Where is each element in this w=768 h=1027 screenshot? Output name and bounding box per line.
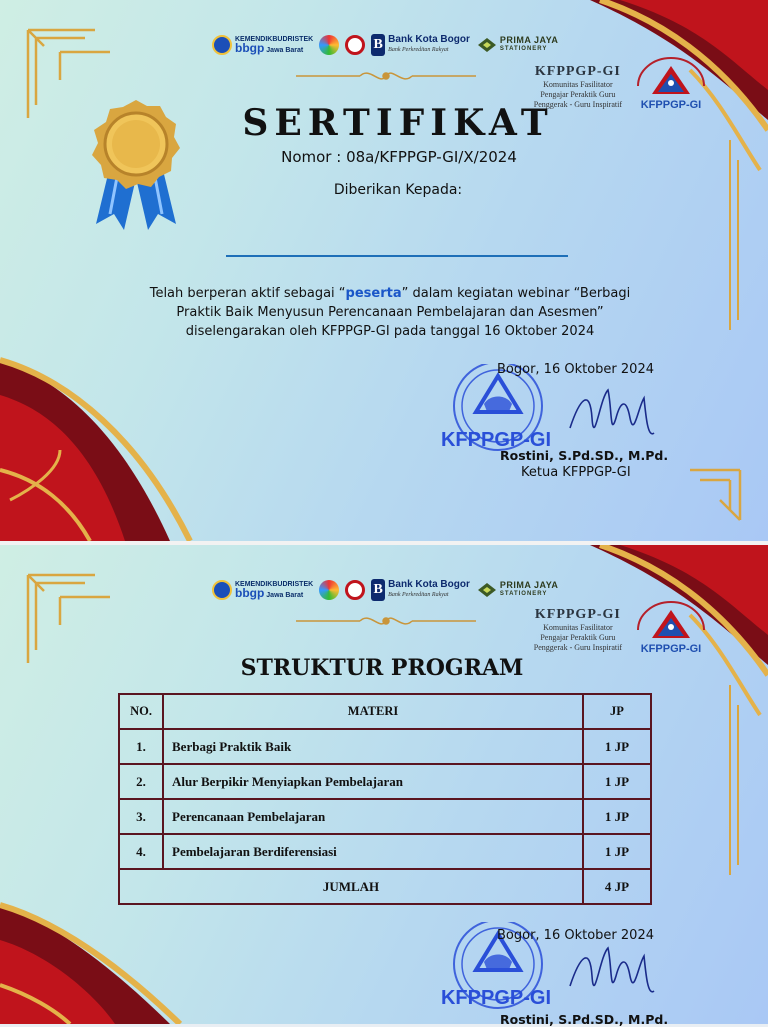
kfppgp-logo-label: KFPPGP-GI (640, 643, 702, 655)
place-date: Bogor, 16 Oktober 2024 (497, 928, 654, 943)
kfppgp-small-logo-icon (345, 580, 365, 600)
certificate-body (110, 284, 670, 341)
organization-subtitle-3: Penggerak - Guru Inspiratif (533, 643, 622, 652)
signer-name: Rostini, S.Pd.SD., M.Pd. (500, 1012, 669, 1027)
table-header-row (119, 694, 651, 729)
sponsor-logos-page2 (212, 577, 558, 603)
bank-name: Bank Kota Bogor (388, 34, 470, 45)
organization-subtitle-3: Penggerak - Guru Inspiratif (533, 100, 622, 109)
bank-b-icon: B (371, 579, 385, 601)
organization-subtitle-2: Pengajar Peraktik Guru (540, 90, 616, 99)
kemendikbud-logo (212, 35, 313, 55)
body-line-3: diselengarakan oleh KFPPGP-GI pada tanggal 16 Oktober 2024 (185, 324, 595, 339)
bank-name: Bank Kota Bogor (388, 579, 470, 590)
prima-sub: STATIONERY (499, 591, 548, 597)
bank-kota-bogor-logo (371, 579, 470, 601)
row-jp: 1 JP (583, 834, 651, 869)
organization-subtitle-1: Komunitas Fasilitator (543, 80, 613, 89)
table-total-row (119, 869, 651, 904)
certificate-number: Nomor : 08a/KFPPGP-GI/X/2024 (281, 148, 517, 166)
handwritten-signature (560, 378, 660, 458)
stamp-label: KFPPGP-GI (440, 987, 552, 1009)
bank-tagline: Bank Perkreditan Rakyat (388, 47, 449, 53)
signer-name: Rostini, S.Pd.SD., M.Pd. (500, 448, 669, 463)
row-materi: Berbagi Praktik Baik (163, 729, 583, 764)
signer-role: Ketua KFPPGP-GI (521, 465, 631, 480)
sponsor-logos (212, 32, 558, 58)
kfppgp-small-logo-icon (345, 35, 365, 55)
row-jp: 1 JP (583, 764, 651, 799)
table-row (119, 729, 651, 764)
body-post: ” dalam kegiatan webinar “Berbagi (401, 286, 631, 301)
header-jp: JP (583, 694, 651, 729)
kfppgp-logo-label: KFPPGP-GI (640, 99, 702, 111)
organization-name: KFPPGP-GI (534, 64, 621, 79)
row-no: 3. (119, 799, 163, 834)
stamp-label: KFPPGP-GI (440, 429, 552, 451)
row-materi: Perencanaan Pembelajaran (163, 799, 583, 834)
prima-sub: STATIONERY (499, 46, 548, 52)
kemendikbud-label: KEMENDIKBUDRISTEK (235, 35, 314, 43)
bbgp-label: bbgp (235, 40, 265, 55)
organization-subtitle-2: Pengajar Peraktik Guru (540, 633, 616, 642)
row-no: 1. (119, 729, 163, 764)
certificate-title: SERTIFIKAT (242, 102, 554, 144)
jawa-barat-label: Jawa Barat (266, 46, 304, 54)
row-jp: 1 JP (583, 729, 651, 764)
kemendikbud-emblem-icon (212, 580, 232, 600)
organization-block-page2 (534, 607, 622, 653)
prima-jaya-icon (476, 36, 498, 54)
kemendikbud-logo (212, 580, 313, 600)
table-row (119, 834, 651, 869)
row-no: 2. (119, 764, 163, 799)
row-materi: Alur Berpikir Menyiapkan Pembelajaran (163, 764, 583, 799)
bbgp-label: bbgp (235, 585, 265, 600)
table-row (119, 799, 651, 834)
body-pre: Telah berperan aktif sebagai “ (149, 286, 346, 301)
program-title: STRUKTUR PROGRAM (240, 655, 524, 681)
row-materi: Pembelajaran Berdiferensiasi (163, 834, 583, 869)
body-line-2: Praktik Baik Menyusun Perencanaan Pembelajaran dan Asesmen” (176, 305, 604, 320)
kemendikbud-label: KEMENDIKBUDRISTEK (235, 580, 314, 588)
header-no: NO. (119, 694, 163, 729)
given-to-label: Diberikan Kepada: (333, 182, 463, 198)
prima-jaya-logo (476, 36, 559, 54)
row-jp: 1 JP (583, 799, 651, 834)
organization-subtitle-1: Komunitas Fasilitator (543, 623, 613, 632)
place-date: Bogor, 16 Oktober 2024 (497, 362, 654, 377)
colorful-org-logo-icon (319, 580, 339, 600)
recipient-name-line (226, 255, 568, 257)
table-row (119, 764, 651, 799)
bank-b-icon: B (371, 34, 385, 56)
participant-role: peserta (345, 286, 402, 301)
jawa-barat-label: Jawa Barat (266, 591, 304, 599)
bank-kota-bogor-logo (371, 34, 470, 56)
organization-stamp-icon (438, 364, 558, 456)
total-label: JUMLAH (119, 869, 583, 904)
prima-jaya-icon (476, 581, 498, 599)
colorful-org-logo-icon (319, 35, 339, 55)
prima-jaya-logo (476, 581, 559, 599)
row-no: 4. (119, 834, 163, 869)
kfppgp-logo-icon (630, 600, 712, 660)
prima-name: PRIMA JAYA (499, 35, 559, 45)
header-materi: MATERI (163, 694, 583, 729)
kemendikbud-emblem-icon (212, 35, 232, 55)
prima-name: PRIMA JAYA (499, 580, 559, 590)
bank-tagline: Bank Perkreditan Rakyat (388, 592, 449, 598)
total-value: 4 JP (583, 869, 651, 904)
handwritten-signature (560, 936, 660, 1016)
program-table (118, 693, 652, 905)
organization-name: KFPPGP-GI (534, 607, 621, 622)
